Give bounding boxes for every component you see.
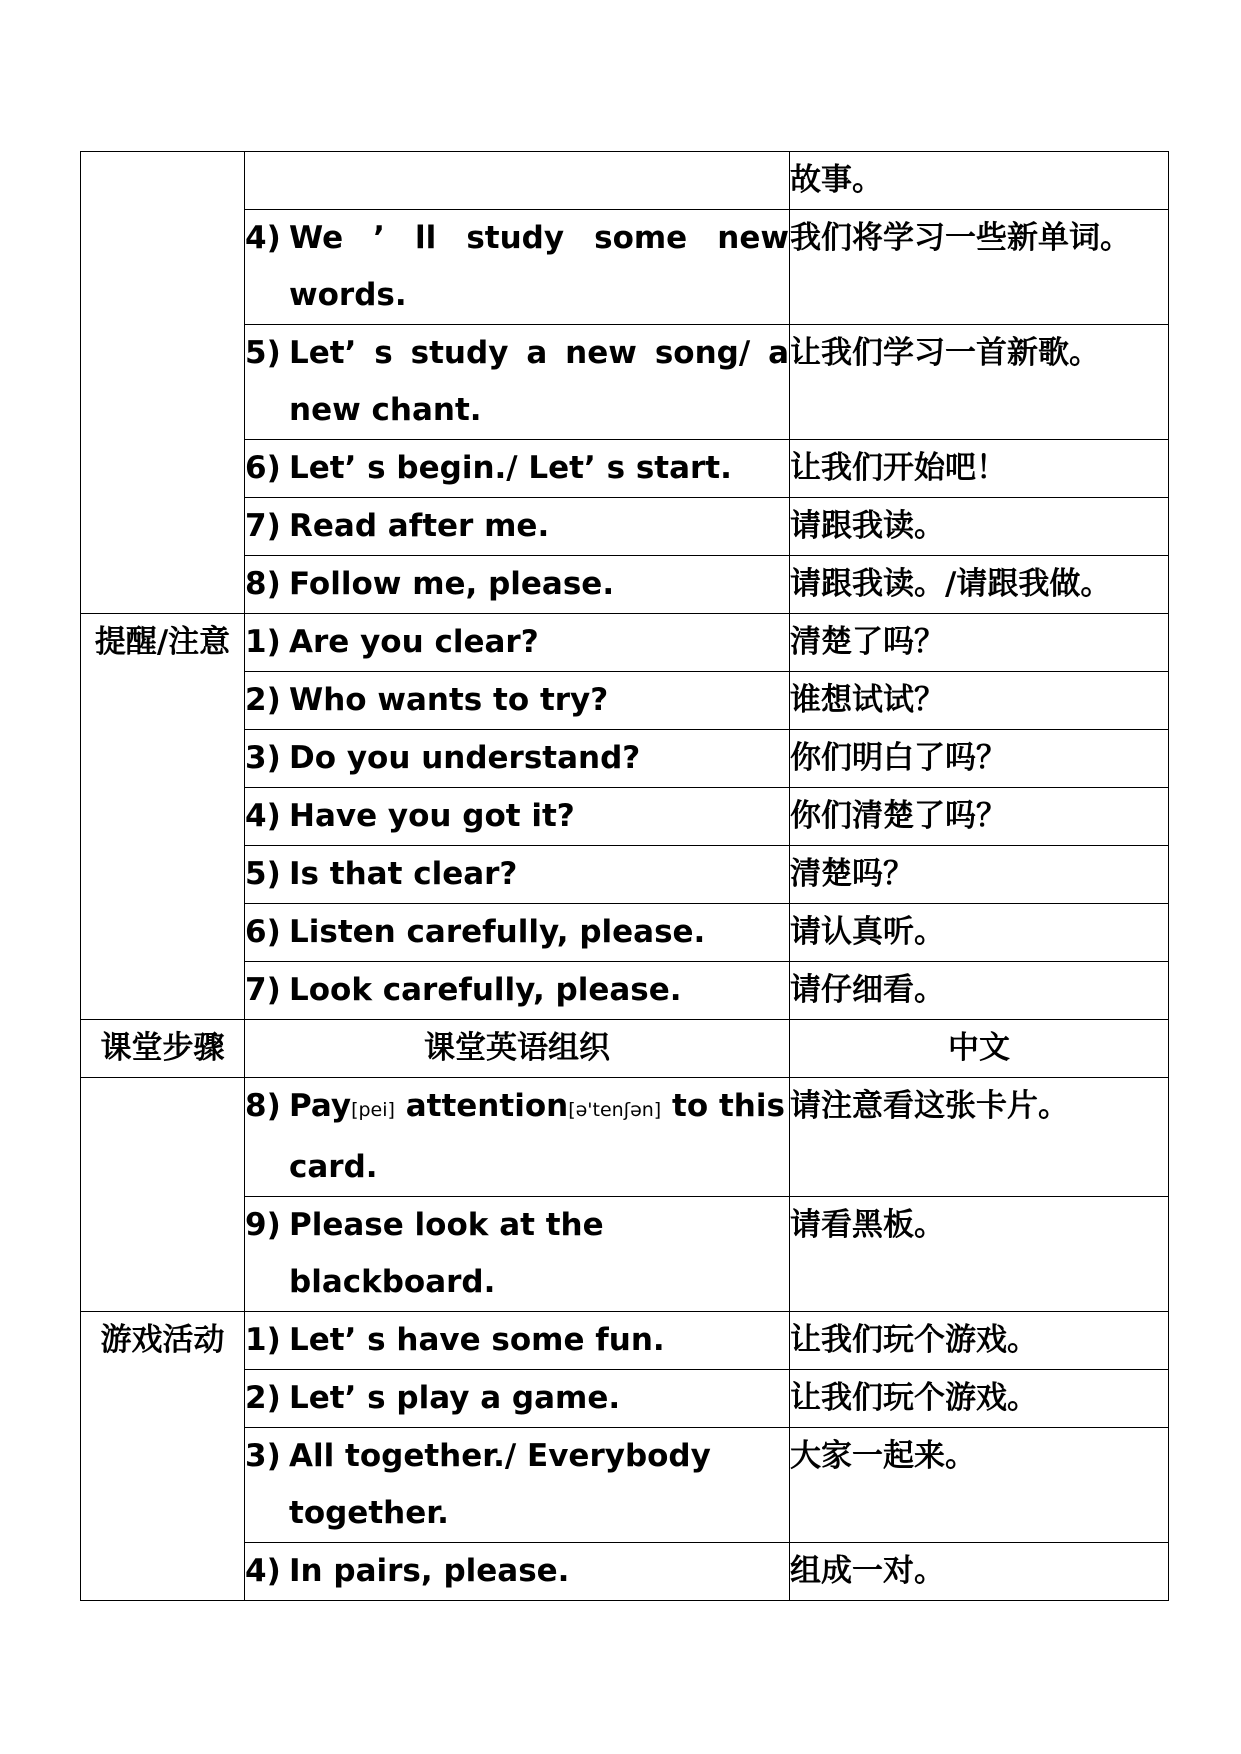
english-cell: [245, 325, 790, 440]
item-number: 3): [245, 740, 281, 776]
chinese-cell: 组成一对。: [790, 1543, 1169, 1601]
table-row: [81, 152, 1169, 210]
english-cell: [245, 152, 790, 210]
english-phrase: Let’ s begin./ Let’ s start.: [289, 450, 732, 486]
english-phrase: All together./ Everybody together.: [289, 1438, 711, 1531]
item-number: 2): [245, 1380, 281, 1416]
english-phrase: Is that clear?: [289, 856, 518, 892]
english-phrase: [289, 1078, 789, 1196]
item-number: 4): [245, 798, 281, 834]
chinese-cell: 让我们玩个游戏。: [790, 1370, 1169, 1428]
table-row: [81, 1078, 1169, 1197]
table-row: [81, 325, 1169, 440]
table-row: [81, 614, 1169, 672]
table-row: [81, 904, 1169, 962]
english-phrase: Are you clear?: [289, 624, 539, 660]
item-number: 4): [245, 220, 281, 256]
english-phrase: Listen carefully, please.: [289, 914, 706, 950]
english-cell: [245, 498, 790, 556]
english-phrase: Let’ s study a new song/ a new chant.: [289, 335, 789, 428]
item-number: 6): [245, 914, 281, 950]
chinese-cell: 请仔细看。: [790, 962, 1169, 1020]
table-row: [81, 498, 1169, 556]
english-cell: [245, 672, 790, 730]
english-phrase: We ’ ll study some new words.: [289, 220, 789, 313]
header-classroom-steps: 课堂步骤: [81, 1020, 245, 1078]
phonetic-attention: [ə'tenʃən]: [568, 1099, 662, 1121]
phrase-rest: to this card.: [289, 1088, 785, 1185]
english-phrase: Please look at the blackboard.: [289, 1207, 604, 1300]
chinese-cell: 请跟我读。/请跟我做。: [790, 556, 1169, 614]
english-phrase: Let’ s play a game.: [289, 1380, 621, 1416]
table-row: [81, 1312, 1169, 1370]
item-number: 1): [245, 1322, 281, 1358]
table-row: [81, 1428, 1169, 1543]
item-number: 4): [245, 1553, 281, 1589]
english-phrase: Do you understand?: [289, 740, 641, 776]
chinese-cell: 故事。: [790, 152, 1169, 210]
item-number: 5): [245, 335, 281, 371]
table-row: [81, 556, 1169, 614]
english-cell: [245, 1428, 790, 1543]
category-cell-games: 游戏活动: [81, 1312, 245, 1601]
chinese-cell: 请跟我读。: [790, 498, 1169, 556]
header-chinese: 中文: [790, 1020, 1169, 1078]
word-attention: attention: [405, 1088, 569, 1124]
chinese-cell: 让我们开始吧！: [790, 440, 1169, 498]
english-phrase: In pairs, please.: [289, 1553, 570, 1589]
classroom-english-table: [80, 151, 1169, 1601]
chinese-cell: 请看黑板。: [790, 1197, 1169, 1312]
chinese-cell: 你们清楚了吗？: [790, 788, 1169, 846]
english-cell: [245, 210, 790, 325]
english-cell: [245, 440, 790, 498]
english-cell: [245, 1543, 790, 1601]
table-row: [81, 962, 1169, 1020]
header-row: [81, 1020, 1169, 1078]
english-cell: [245, 1078, 790, 1197]
english-phrase: Who wants to try?: [289, 682, 609, 718]
item-number: 7): [245, 972, 281, 1008]
english-cell: [245, 614, 790, 672]
english-cell: [245, 556, 790, 614]
table-row: [81, 1543, 1169, 1601]
english-cell: [245, 1197, 790, 1312]
table-row: [81, 210, 1169, 325]
phonetic-pay: [pei]: [351, 1099, 395, 1121]
english-cell: [245, 730, 790, 788]
chinese-cell: 请认真听。: [790, 904, 1169, 962]
item-number: 9): [245, 1207, 281, 1243]
english-phrase: Follow me, please.: [289, 566, 615, 602]
english-phrase: Look carefully, please.: [289, 972, 682, 1008]
item-number: 6): [245, 450, 281, 486]
chinese-cell: 我们将学习一些新单词。: [790, 210, 1169, 325]
english-cell: [245, 788, 790, 846]
chinese-cell: 谁想试试？: [790, 672, 1169, 730]
item-number: 1): [245, 624, 281, 660]
table-row: [81, 672, 1169, 730]
category-cell-empty: [81, 152, 245, 614]
item-number: 5): [245, 856, 281, 892]
english-cell: [245, 962, 790, 1020]
table-row: [81, 730, 1169, 788]
chinese-cell: 清楚吗？: [790, 846, 1169, 904]
table-row: [81, 846, 1169, 904]
table-row: [81, 1370, 1169, 1428]
english-cell: [245, 904, 790, 962]
table-row: [81, 788, 1169, 846]
category-cell-reminder: 提醒/注意: [81, 614, 245, 1020]
chinese-cell: 请注意看这张卡片。: [790, 1078, 1169, 1197]
chinese-cell: 让我们学习一首新歌。: [790, 325, 1169, 440]
english-phrase: Let’ s have some fun.: [289, 1322, 665, 1358]
category-cell-empty: [81, 1078, 245, 1312]
chinese-cell: 清楚了吗？: [790, 614, 1169, 672]
item-number: 8): [245, 1088, 281, 1124]
table-row: [81, 1197, 1169, 1312]
item-number: 7): [245, 508, 281, 544]
chinese-cell: 大家一起来。: [790, 1428, 1169, 1543]
item-number: 8): [245, 566, 281, 602]
header-classroom-english: 课堂英语组织: [245, 1020, 790, 1078]
table-row: [81, 440, 1169, 498]
item-number: 2): [245, 682, 281, 718]
english-cell: [245, 1312, 790, 1370]
word-pay: Pay: [289, 1088, 352, 1124]
english-phrase: Read after me.: [289, 508, 550, 544]
item-number: 3): [245, 1438, 281, 1474]
chinese-cell: 让我们玩个游戏。: [790, 1312, 1169, 1370]
english-cell: [245, 1370, 790, 1428]
chinese-cell: 你们明白了吗？: [790, 730, 1169, 788]
english-cell: [245, 846, 790, 904]
english-phrase: Have you got it?: [289, 798, 575, 834]
